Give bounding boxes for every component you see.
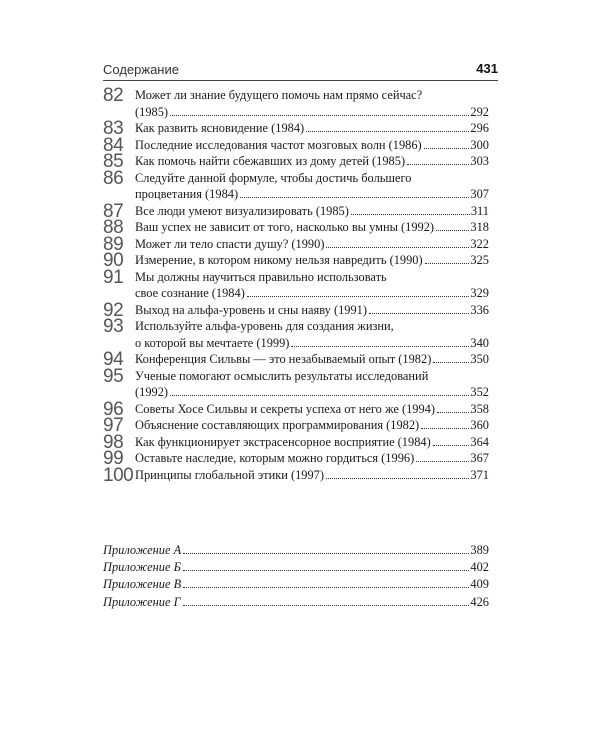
chapter-number: 86 <box>103 167 124 189</box>
appendix-title: Приложение Г <box>103 594 181 609</box>
toc-entry[interactable] <box>103 448 489 469</box>
toc-entry[interactable] <box>103 415 489 436</box>
toc-line <box>103 237 489 254</box>
dot-leader <box>351 214 470 215</box>
dot-leader <box>425 263 470 264</box>
toc-entry[interactable] <box>103 349 489 370</box>
chapter-title: (1992) <box>135 385 169 399</box>
page-number: 367 <box>470 451 489 465</box>
dot-leader <box>416 461 469 462</box>
toc-line <box>103 451 489 468</box>
chapter-title: Объяснение составляющих программирования (1982) <box>135 418 420 432</box>
toc-line <box>103 121 489 138</box>
dot-leader <box>247 296 470 297</box>
chapter-number: 96 <box>103 398 124 420</box>
toc-line <box>103 435 489 452</box>
chapter-number: 89 <box>103 233 124 255</box>
chapter-title: Измерение, в котором никому нельзя навредить (1990) <box>135 253 423 267</box>
dot-leader <box>183 553 469 554</box>
toc-line <box>103 352 489 369</box>
chapter-title: Ваш успех не зависит от того, насколько вы умны (1992) <box>135 220 435 234</box>
toc-line <box>103 468 489 485</box>
chapter-number: 88 <box>103 217 124 238</box>
page-number: 409 <box>470 577 489 592</box>
appendix-entry[interactable] <box>103 543 489 560</box>
chapter-title: Конференция Сильвы — это незабываемый опыт (1982) <box>135 352 432 366</box>
chapter-title: Следуйте данной формуле, чтобы достичь большего <box>135 170 412 185</box>
dot-leader <box>436 230 469 231</box>
toc-entry[interactable] <box>103 250 489 271</box>
page-number: 307 <box>470 187 489 201</box>
toc-line <box>103 270 489 287</box>
chapter-number: 82 <box>103 85 124 106</box>
page-number: 364 <box>470 434 489 449</box>
page-number: 292 <box>470 104 489 119</box>
toc-entry[interactable] <box>103 316 489 352</box>
chapter-title: Оставьте наследие, которым можно гордиться (1996) <box>135 451 415 465</box>
chapter-number: 94 <box>103 349 124 370</box>
toc-entry[interactable] <box>103 118 489 139</box>
chapter-title: Как развить ясновидение (1984) <box>135 121 305 135</box>
toc-line <box>103 171 489 188</box>
dot-leader <box>421 428 469 429</box>
page-number: 402 <box>470 560 489 575</box>
page-number: 358 <box>470 401 489 416</box>
dot-leader <box>170 115 469 116</box>
page-number: 360 <box>470 418 489 432</box>
toc-entry[interactable] <box>103 85 489 121</box>
chapter-number: 85 <box>103 151 124 172</box>
chapter-title: Ученые помогают осмыслить результаты исследований <box>135 368 429 383</box>
toc-line <box>103 369 489 386</box>
chapter-number: 93 <box>103 316 124 337</box>
toc-line <box>103 336 489 353</box>
page-number: 296 <box>470 121 489 135</box>
dot-leader <box>433 445 470 446</box>
appendix-entry[interactable] <box>103 560 489 577</box>
chapter-number: 92 <box>103 299 124 321</box>
page-number: 325 <box>470 253 489 267</box>
chapter-number: 83 <box>103 118 124 139</box>
dot-leader <box>306 131 469 132</box>
appendix-entry[interactable] <box>103 595 489 612</box>
dot-leader <box>291 346 469 347</box>
dot-leader <box>369 313 469 314</box>
page-number: 352 <box>470 385 489 399</box>
page-number: 311 <box>470 203 489 218</box>
chapter-title: о которой вы мечтаете (1999) <box>135 335 290 350</box>
page-number: 389 <box>470 543 489 557</box>
toc-line <box>103 286 489 303</box>
appendix-entry[interactable] <box>103 577 489 594</box>
toc-line <box>103 418 489 435</box>
dot-leader <box>433 362 469 363</box>
toc-line <box>103 303 489 320</box>
appendix-title: Приложение А <box>103 543 182 557</box>
toc-line <box>103 402 489 419</box>
toc-entry[interactable] <box>103 266 489 303</box>
header-page-number: 431 <box>476 61 498 76</box>
toc-line <box>103 253 489 270</box>
chapter-number: 90 <box>103 250 124 271</box>
page-number: 322 <box>470 236 489 251</box>
toc-line <box>103 204 489 221</box>
chapter-title: Может ли тело спасти душу? (1990) <box>135 236 325 251</box>
page-number: 318 <box>470 220 489 234</box>
running-header <box>103 60 498 80</box>
dot-leader <box>183 587 469 588</box>
toc-line <box>103 138 489 155</box>
chapter-title: Принципы глобальной этики (1997) <box>135 467 324 482</box>
toc-line <box>103 154 489 171</box>
chapter-title: Может ли знание будущего помочь нам прямо сейчас? <box>135 88 423 102</box>
header-title: Содержание <box>103 62 179 77</box>
toc-line <box>103 88 489 105</box>
page-number: 303 <box>470 154 489 168</box>
dot-leader <box>240 197 469 198</box>
toc-entry[interactable] <box>103 233 489 255</box>
appendix-title: Приложение Б <box>103 560 181 575</box>
toc-line <box>103 187 489 204</box>
page-number: 300 <box>470 137 489 152</box>
chapter-title: Все люди умеют визуализировать (1985) <box>135 203 349 218</box>
chapter-number: 100 <box>103 464 134 486</box>
chapter-number: 97 <box>103 415 124 436</box>
chapter-number: 91 <box>103 266 124 288</box>
toc-entry[interactable] <box>103 365 489 402</box>
chapter-title: Как помочь найти сбежавших из дому детей (1985) <box>135 154 406 168</box>
page-number: 340 <box>470 335 489 350</box>
toc-entry[interactable] <box>103 398 489 420</box>
chapter-title: Последние исследования частот мозговых волн (1986) <box>135 137 422 152</box>
dot-leader <box>326 478 469 479</box>
toc-line <box>103 385 489 402</box>
chapter-number: 98 <box>103 431 124 453</box>
toc-entry[interactable] <box>103 200 489 222</box>
chapter-title: Используйте альфа-уровень для создания жизни, <box>135 319 394 333</box>
page-number: 329 <box>470 286 489 300</box>
page-number: 350 <box>470 352 489 366</box>
toc-entry[interactable] <box>103 167 489 204</box>
page-number: 426 <box>470 594 489 609</box>
appendix-list <box>103 543 489 612</box>
appendix-title: Приложение В <box>103 577 182 592</box>
dot-leader <box>407 164 469 165</box>
chapter-number: 87 <box>103 200 124 222</box>
toc-list <box>103 85 489 486</box>
toc-line <box>103 220 489 237</box>
dot-leader <box>183 570 470 571</box>
toc-entry[interactable] <box>103 151 489 172</box>
chapter-number: 84 <box>103 134 124 156</box>
chapter-number: 95 <box>103 365 124 387</box>
chapter-title: свое сознание (1984) <box>135 286 245 300</box>
toc-entry[interactable] <box>103 299 489 321</box>
dot-leader <box>170 395 469 396</box>
toc-line <box>103 319 489 336</box>
chapter-number: 99 <box>103 448 124 469</box>
chapter-title: Советы Хосе Сильвы и секреты успеха от него же (1994) <box>135 401 435 416</box>
toc-entry[interactable] <box>103 464 489 486</box>
page-number: 336 <box>470 302 489 317</box>
header-rule <box>103 80 498 81</box>
chapter-title: процветания (1984) <box>135 187 239 201</box>
toc-line <box>103 105 489 122</box>
chapter-title: Как функционирует экстрасенсорное восприятие (1984) <box>135 434 431 449</box>
dot-leader <box>424 148 470 149</box>
chapter-title: Выход на альфа-уровень и сны наяву (1991) <box>135 302 367 317</box>
toc-entry[interactable] <box>103 217 489 238</box>
dot-leader <box>437 412 469 413</box>
page-number: 371 <box>470 467 489 482</box>
dot-leader <box>326 247 469 248</box>
dot-leader <box>183 605 470 606</box>
chapter-title: Мы должны научиться правильно использовать <box>135 269 387 284</box>
toc-entry[interactable] <box>103 431 489 453</box>
chapter-title: (1985) <box>135 104 169 119</box>
toc-entry[interactable] <box>103 134 489 156</box>
